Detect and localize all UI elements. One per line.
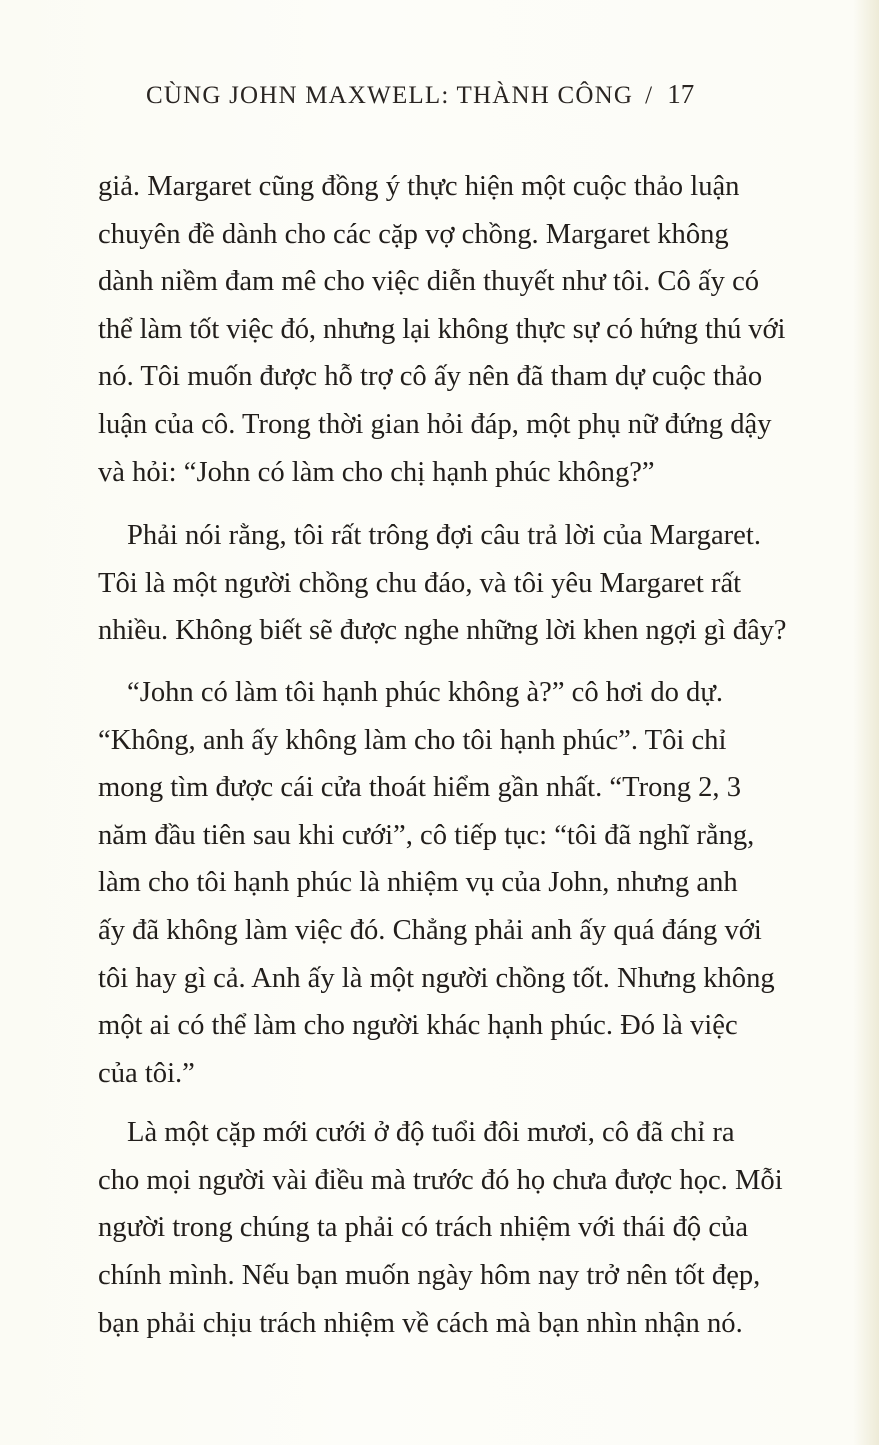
text-line: Phải nói rằng, tôi rất trông đợi câu trả lời của Margaret. <box>127 520 761 552</box>
text-line: dành niềm đam mê cho việc diễn thuyết như tôi. Cô ấy có <box>98 266 760 298</box>
text-line: Là một cặp mới cưới ở độ tuổi đôi mươi, cô đã chỉ ra <box>127 1117 735 1149</box>
text-line: bạn phải chịu trách nhiệm về cách mà bạn nhìn nhận nó. <box>98 1307 743 1339</box>
text-line: chuyên đề dành cho các cặp vợ chồng. Margaret không <box>98 218 729 250</box>
text-line: “John có làm tôi hạnh phúc không à?” cô hơi do dự. <box>127 676 724 708</box>
text-line: một ai có thể làm cho người khác hạnh phúc. Đó là việc <box>98 1010 738 1042</box>
text-line: luận của cô. Trong thời gian hỏi đáp, một phụ nữ đứng dậy <box>98 408 772 440</box>
text-line: Tôi là một người chồng chu đáo, và tôi yêu Margaret rất <box>98 567 742 599</box>
text-line: của tôi.” <box>98 1057 195 1089</box>
text-line: thể làm tốt việc đó, nhưng lại không thực sự có hứng thú với <box>98 313 786 345</box>
text-line: người trong chúng ta phải có trách nhiệm với thái độ của <box>98 1212 749 1244</box>
running-title: CÙNG JOHN MAXWELL: THÀNH CÔNG <box>146 82 634 109</box>
text-line: làm cho tôi hạnh phúc là nhiệm vụ của John, nhưng anh <box>98 867 738 899</box>
page-edge-shadow <box>853 0 879 1445</box>
text-line: “Không, anh ấy không làm cho tôi hạnh phúc”. Tôi chỉ <box>98 724 727 756</box>
text-line: cho mọi người vài điều mà trước đó họ chưa được học. Mỗi <box>98 1164 783 1196</box>
text-line: giả. Margaret cũng đồng ý thực hiện một cuộc thảo luận <box>98 171 740 202</box>
body-text <box>98 163 790 1347</box>
text-line: và hỏi: “John có làm cho chị hạnh phúc không?” <box>98 456 655 488</box>
paragraph <box>98 669 790 1097</box>
text-line: ấy đã không làm việc đó. Chẳng phải anh ấy quá đáng với <box>98 914 762 946</box>
text-line: nó. Tôi muốn được hỗ trợ cô ấy nên đã tham dự cuộc thảo <box>98 361 763 393</box>
paragraph <box>98 163 790 496</box>
paragraph <box>98 512 790 655</box>
running-header <box>146 74 746 114</box>
text-line: mong tìm được cái cửa thoát hiểm gần nhất. “Trong 2, 3 <box>98 772 742 804</box>
header-separator: / <box>645 82 654 109</box>
text-line: năm đầu tiên sau khi cưới”, cô tiếp tục: “tôi đã nghĩ rằng, <box>98 819 755 851</box>
text-line: nhiều. Không biết sẽ được nghe những lời khen ngợi gì đây? <box>98 615 787 647</box>
text-line: tôi hay gì cả. Anh ấy là một người chồng tốt. Nhưng không <box>98 962 775 994</box>
text-line: chính mình. Nếu bạn muốn ngày hôm nay trở nên tốt đẹp, <box>98 1260 761 1292</box>
page-number: 17 <box>667 79 695 109</box>
paragraph <box>98 1109 790 1347</box>
